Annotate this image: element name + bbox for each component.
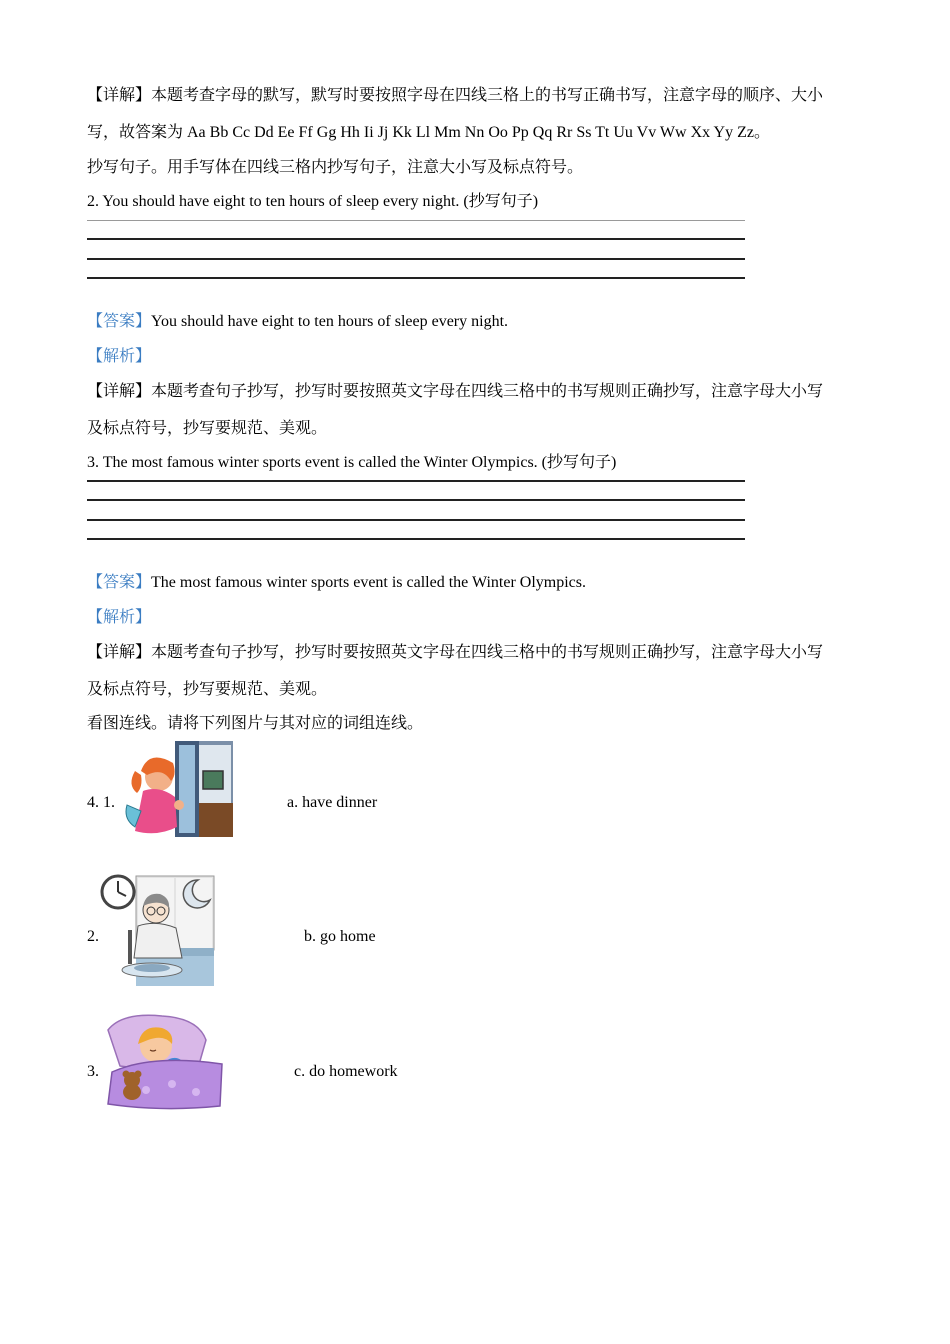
detail-label: 【详解】 bbox=[87, 87, 152, 104]
question-2-answer bbox=[87, 308, 508, 331]
detail-text-cont: 及标点符号，抄写要规范、美观。 bbox=[87, 420, 328, 437]
question-3-answer bbox=[87, 569, 586, 592]
detail-text: 本题考查句子抄写，抄写时要按照英文字母在四线三格中的书写规则正确抄写，注意字母大小写 bbox=[151, 644, 824, 661]
detail-text-cont: 写，故答案为 Aa Bb Cc Dd Ee Ff Gg Hh Ii Jj Kk Ll Mm Nn Oo Pp Qq Rr Ss Tt Uu Vv Ww Xx Yy Zz。 bbox=[87, 124, 770, 141]
question-3-detail bbox=[87, 639, 823, 662]
match-phrase: b. go home bbox=[304, 928, 376, 945]
match-phrase: c. do homework bbox=[294, 1063, 398, 1080]
answer-label: 【答案】 bbox=[87, 313, 152, 330]
writing-line bbox=[87, 538, 745, 540]
instruction-copy: 抄写句子。用手写体在四线三格内抄写句子，注意大小写及标点符号。 bbox=[87, 159, 584, 176]
writing-line bbox=[87, 220, 745, 221]
match-item-number: 3. bbox=[87, 1063, 99, 1080]
detail-label: 【详解】 bbox=[87, 383, 152, 400]
question-2-detail bbox=[87, 378, 823, 401]
detail-label: 【详解】 bbox=[87, 644, 152, 661]
writing-line bbox=[87, 238, 745, 240]
boy-eating-dinner-icon bbox=[100, 874, 216, 986]
detail-paragraph bbox=[87, 82, 823, 105]
analysis-label: 【解析】 bbox=[87, 348, 152, 365]
detail-text-cont: 及标点符号，抄写要规范、美观。 bbox=[87, 681, 328, 698]
detail-text: 本题考查字母的默写，默写时要按照字母在四线三格上的书写正确书写，注意字母的顺序、大小 bbox=[151, 87, 824, 104]
instruction-match: 看图连线。请将下列图片与其对应的词组连线。 bbox=[87, 715, 424, 732]
writing-line bbox=[87, 480, 745, 482]
answer-label: 【答案】 bbox=[87, 574, 152, 591]
girl-at-door-icon bbox=[119, 741, 233, 837]
writing-line bbox=[87, 519, 745, 521]
detail-text: 本题考查句子抄写，抄写时要按照英文字母在四线三格中的书写规则正确抄写，注意字母大小写 bbox=[151, 383, 824, 400]
match-item-number: 2. bbox=[87, 928, 99, 945]
writing-line bbox=[87, 277, 745, 279]
answer-text: You should have eight to ten hours of sleep every night. bbox=[151, 313, 509, 330]
question-2-prompt: 2. You should have eight to ten hours of sleep every night. (抄写句子) bbox=[87, 193, 539, 210]
match-item-number: 4. 1. bbox=[87, 794, 115, 811]
analysis-label: 【解析】 bbox=[87, 609, 152, 626]
writing-line bbox=[87, 258, 745, 260]
match-phrase: a. have dinner bbox=[287, 794, 378, 811]
question-3-prompt: 3. The most famous winter sports event is called the Winter Olympics. (抄写句子) bbox=[87, 454, 617, 471]
writing-line bbox=[87, 499, 745, 501]
child-sleeping-icon bbox=[102, 1010, 224, 1110]
answer-text: The most famous winter sports event is called the Winter Olympics. bbox=[151, 574, 586, 591]
